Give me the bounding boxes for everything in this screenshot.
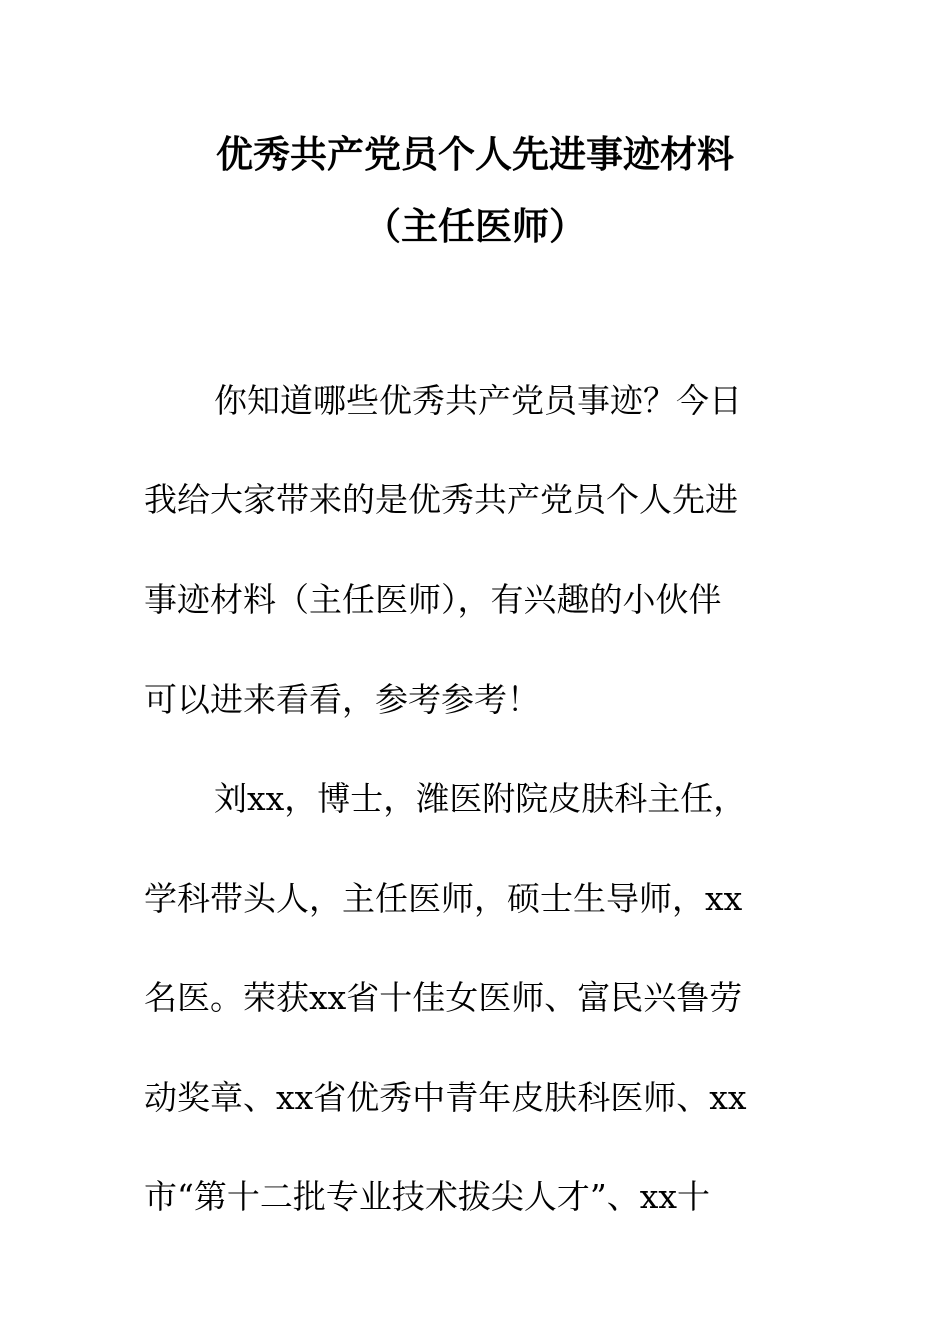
document-subtitle: （主任医师） bbox=[364, 205, 586, 248]
paragraph-1-line-3: 事迹材料（主任医师），有兴趣的小伙伴 bbox=[144, 580, 722, 619]
document-title: 优秀共产党员个人先进事迹材料 bbox=[216, 133, 734, 176]
paragraph-2-line-4: 动奖章、xx省优秀中青年皮肤科医师、xx bbox=[144, 1078, 747, 1117]
paragraph-2-line-1: 刘xx，博士，潍医附院皮肤科主任， bbox=[214, 779, 747, 818]
paragraph-2-line-5: 市“第十二批专业技术拔尖人才”、xx十 bbox=[144, 1177, 710, 1216]
paragraph-2-line-2: 学科带头人，主任医师，硕士生导师，xx bbox=[144, 879, 743, 918]
paragraph-1-line-1: 你知道哪些优秀共产党员事迹？今日 bbox=[214, 381, 742, 420]
paragraph-1-line-4: 可以进来看看，参考参考！ bbox=[144, 680, 540, 719]
paragraph-2-line-3: 名医。荣获xx省十佳女医师、富民兴鲁劳 bbox=[144, 978, 743, 1017]
paragraph-1-line-2: 我给大家带来的是优秀共产党员个人先进 bbox=[144, 480, 738, 519]
